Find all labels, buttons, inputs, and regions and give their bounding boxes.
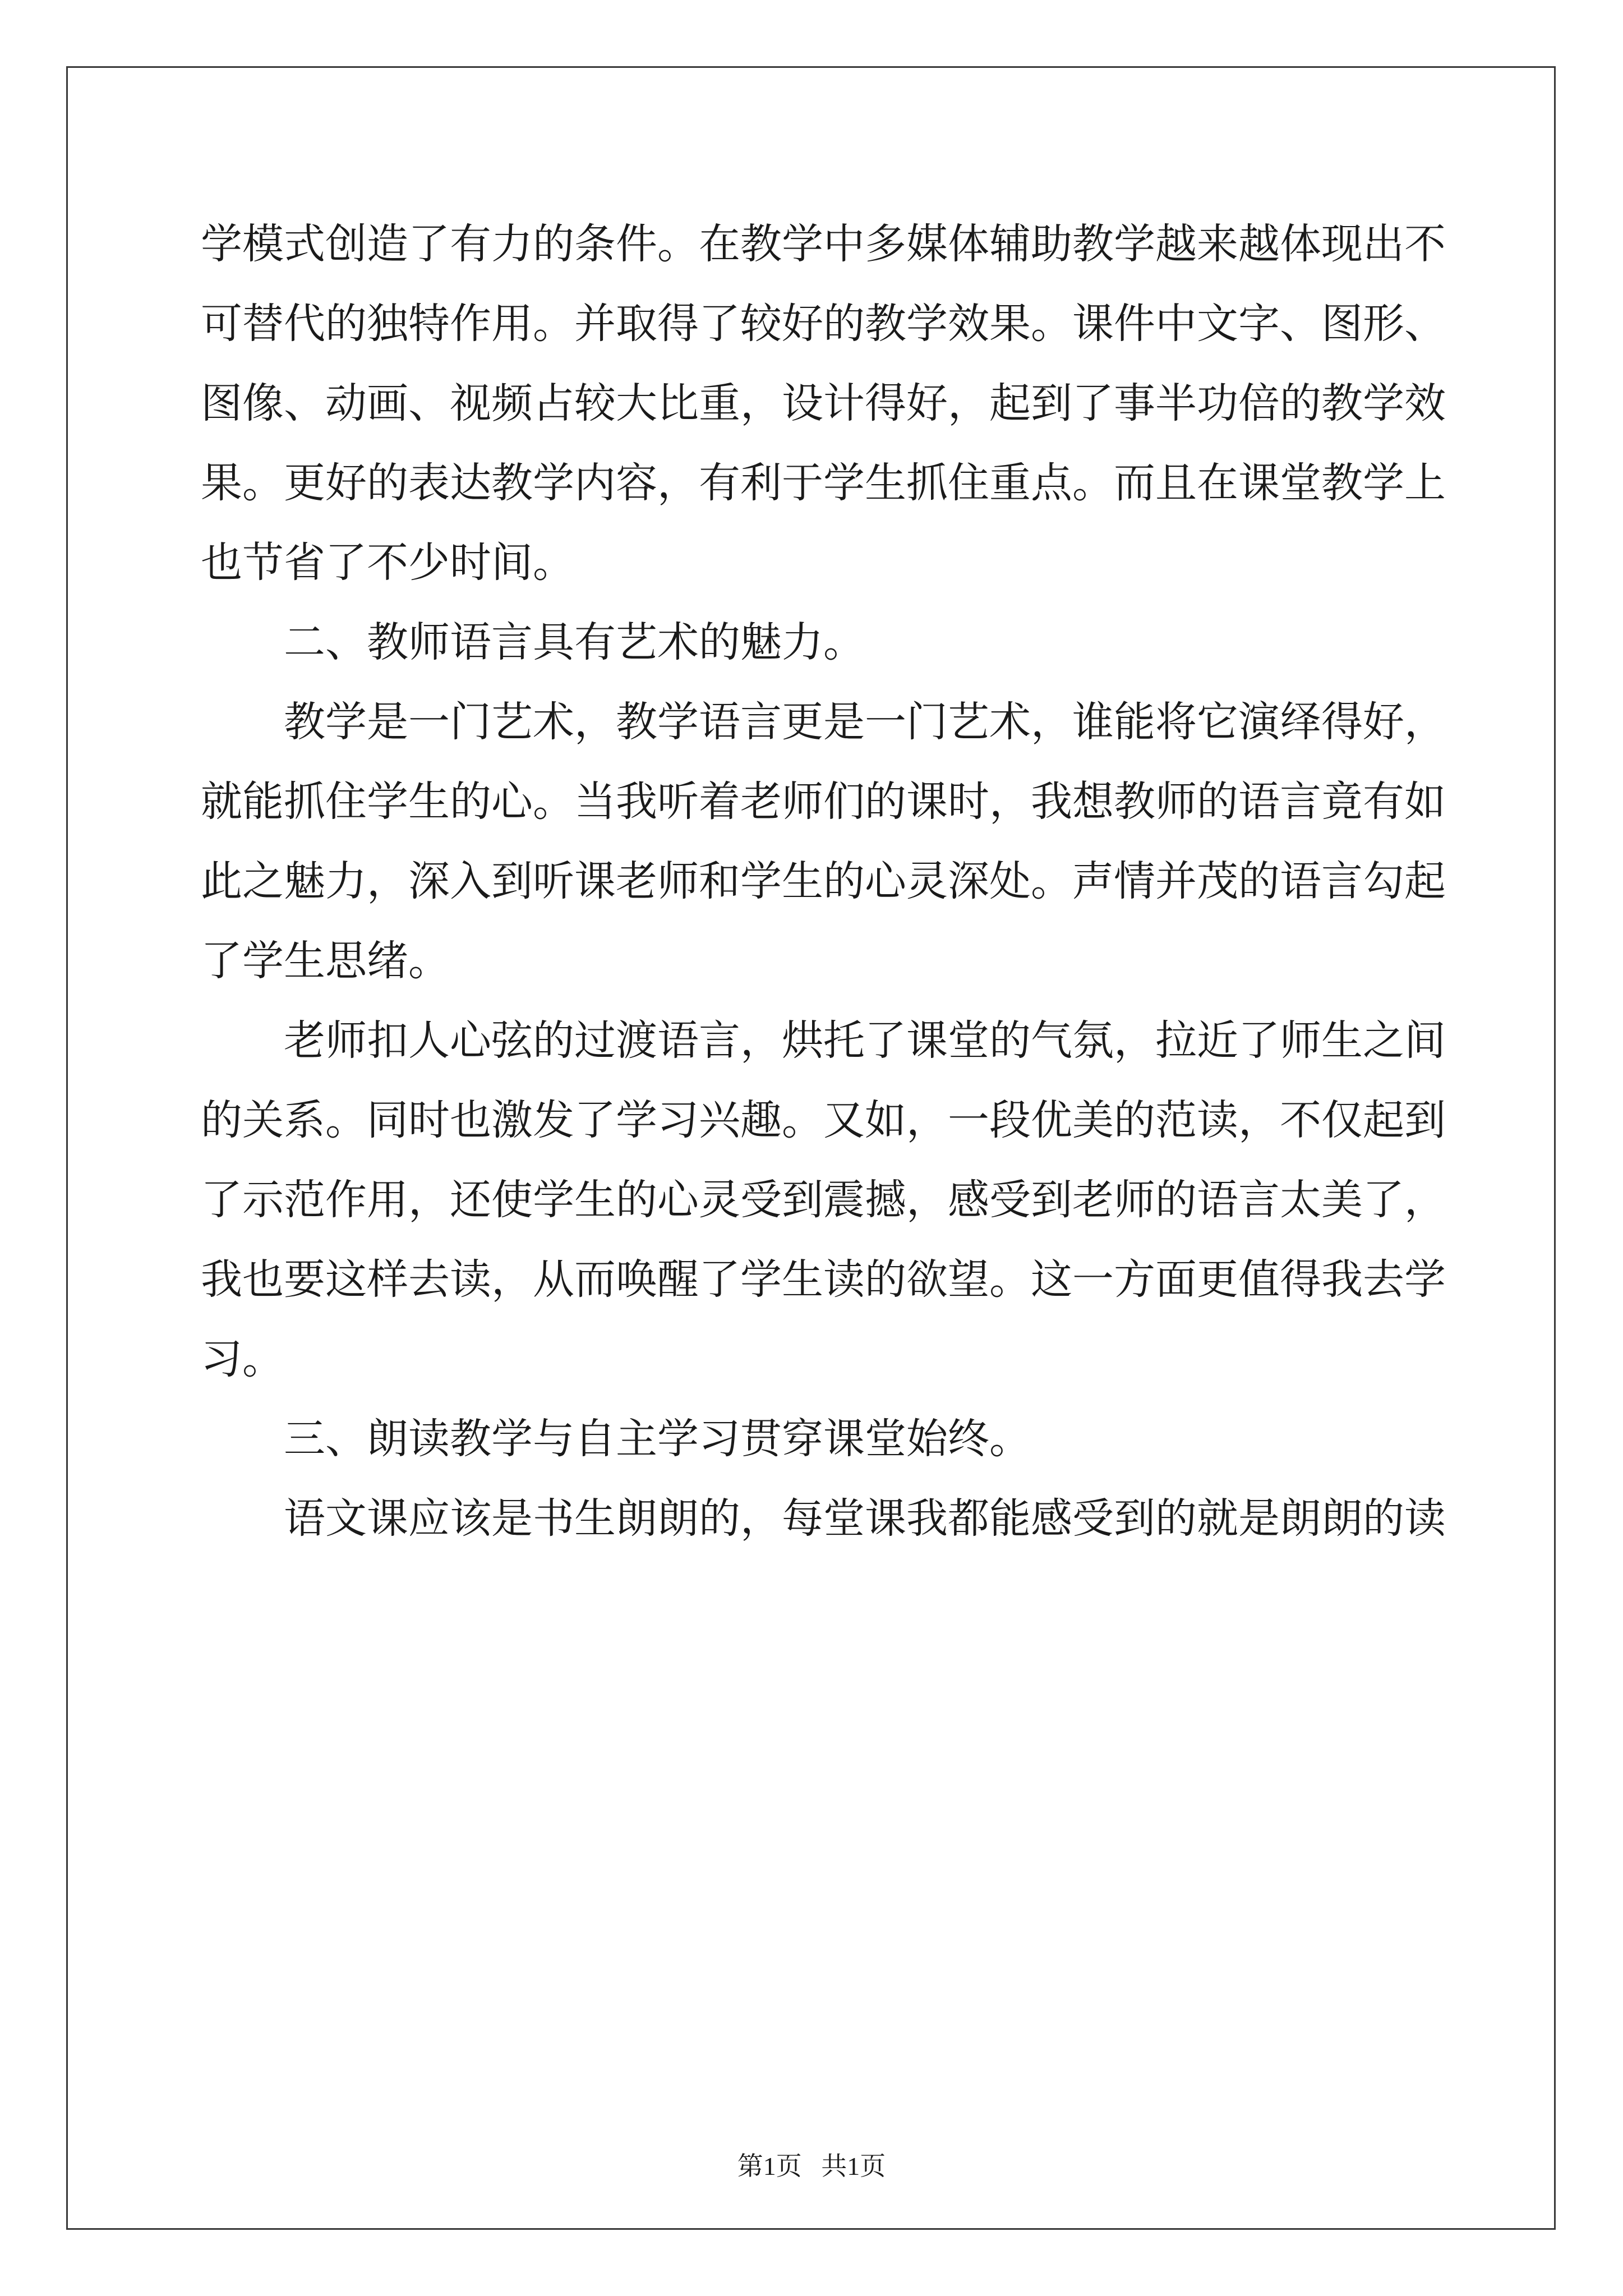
text-line: 就能抓住学生的心。当我听着老师们的课时，我想教师的语言竟有如 [201, 777, 1446, 826]
page-total: 共1页 [821, 2152, 886, 2180]
text-line: 了学生思绪。 [201, 937, 450, 985]
text-line: 也节省了不少时间。 [201, 539, 574, 587]
document-body [201, 204, 1446, 1558]
text-line: 学模式创造了有力的条件。在教学中多媒体辅助教学越来越体现出不 [201, 220, 1446, 268]
page-footer [0, 2150, 1623, 2183]
text-line: 了示范作用，还使学生的心灵受到震撼，感受到老师的语言太美了， [201, 1176, 1446, 1224]
text-line: 可替代的独特作用。并取得了较好的教学效果。课件中文字、图形、 [201, 300, 1446, 348]
text-line: 习。 [201, 1335, 284, 1383]
text-line: 语文课应该是书生朗朗的，每堂课我都能感受到的就是朗朗的读 [284, 1494, 1446, 1543]
text-line: 教学是一门艺术，教学语言更是一门艺术，谁能将它演绎得好， [284, 698, 1446, 746]
text-line: 果。更好的表达教学内容，有利于学生抓住重点。而且在课堂教学上 [201, 459, 1446, 507]
text-line: 此之魅力，深入到听课老师和学生的心灵深处。声情并茂的语言勾起 [201, 857, 1446, 905]
text-line: 老师扣人心弦的过渡语言，烘托了课堂的气氛，拉近了师生之间 [284, 1016, 1446, 1065]
text-line: 我也要这样去读，从而唤醒了学生读的欲望。这一方面更值得我去学 [201, 1255, 1446, 1304]
text-line: 三、朗读教学与自主学习贯穿课堂始终。 [284, 1415, 1031, 1463]
text-line: 二、教师语言具有艺术的魅力。 [284, 618, 865, 666]
text-line: 的关系。同时也激发了学习兴趣。又如，一段优美的范读，不仅起到 [201, 1096, 1446, 1144]
text-line: 图像、动画、视频占较大比重，设计得好，起到了事半功倍的教学效 [201, 379, 1446, 427]
page-number: 第1页 [737, 2152, 802, 2180]
